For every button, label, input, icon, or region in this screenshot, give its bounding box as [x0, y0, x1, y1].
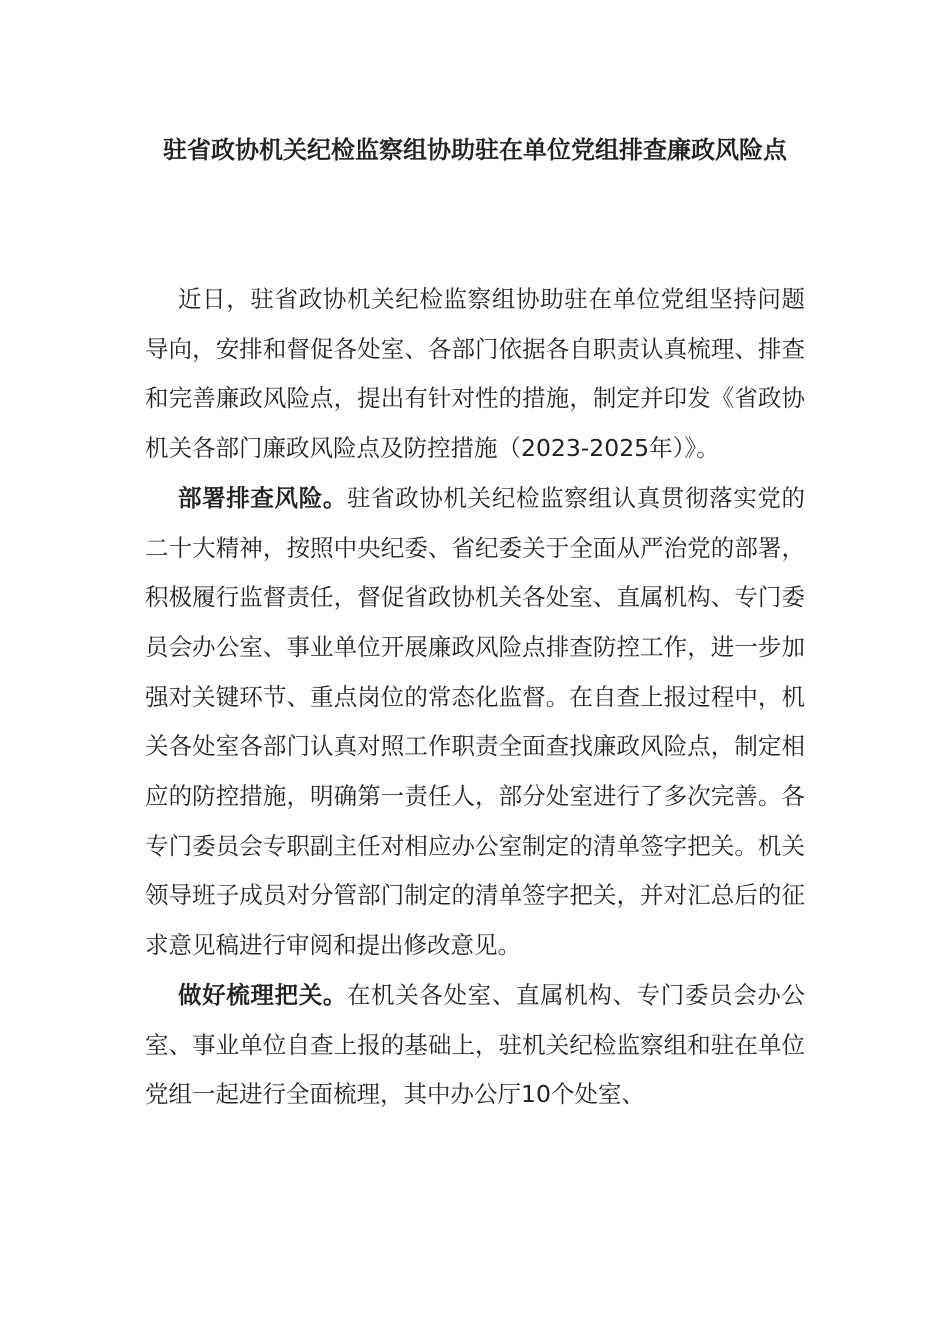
paragraph-lead-heading: 部署排查风险。 [178, 483, 347, 512]
body-paragraph [145, 474, 805, 971]
body-paragraph [145, 971, 805, 1120]
paragraph-text: 近日，驻省政协机关纪检监察组协助驻在单位党组坚持问题导向，安排和督促各处室、各部门依据各自职责认真梳理、排查和完善廉政风险点，提出有针对性的措施，制定并印发《省政协机关各部门廉政风险点及防控措施（2023-2025年）》。 [145, 285, 805, 463]
paragraph-lead-heading: 做好梳理把关。 [178, 980, 347, 1009]
paragraph-text: 驻省政协机关纪检监察组认真贯彻落实党的二十大精神，按照中央纪委、省纪委关于全面从严治党的部署，积极履行监督责任，督促省政协机关各处室、直属机构、专门委员会办公室、事业单位开展廉政风险点排查防控工作，进一步加强对关键环节、重点岗位的常态化监督。在自查上报过程中，机关各处室各部门认真对照工作职责全面查找廉政风险点，制定相应的防控措施，明确第一责任人，部分处室进行了多次完善。各专门委员会专职副主任对相应办公室制定的清单签字把关。机关领导班子成员对分管部门制定的清单签字把关，并对汇总后的征求意见稿进行审阅和提出修改意见。 [145, 483, 806, 960]
paragraph-text: 在机关各处室、直属机构、专门委员会办公室、事业单位自查上报的基础上，驻机关纪检监察组和驻在单位党组一起进行全面梳理，其中办公厅10个处室、 [145, 980, 806, 1109]
body-paragraph [145, 275, 805, 474]
document-title: 驻省政协机关纪检监察组协助驻在单位党组排查廉政风险点 [163, 136, 787, 164]
document-body [145, 275, 805, 1120]
